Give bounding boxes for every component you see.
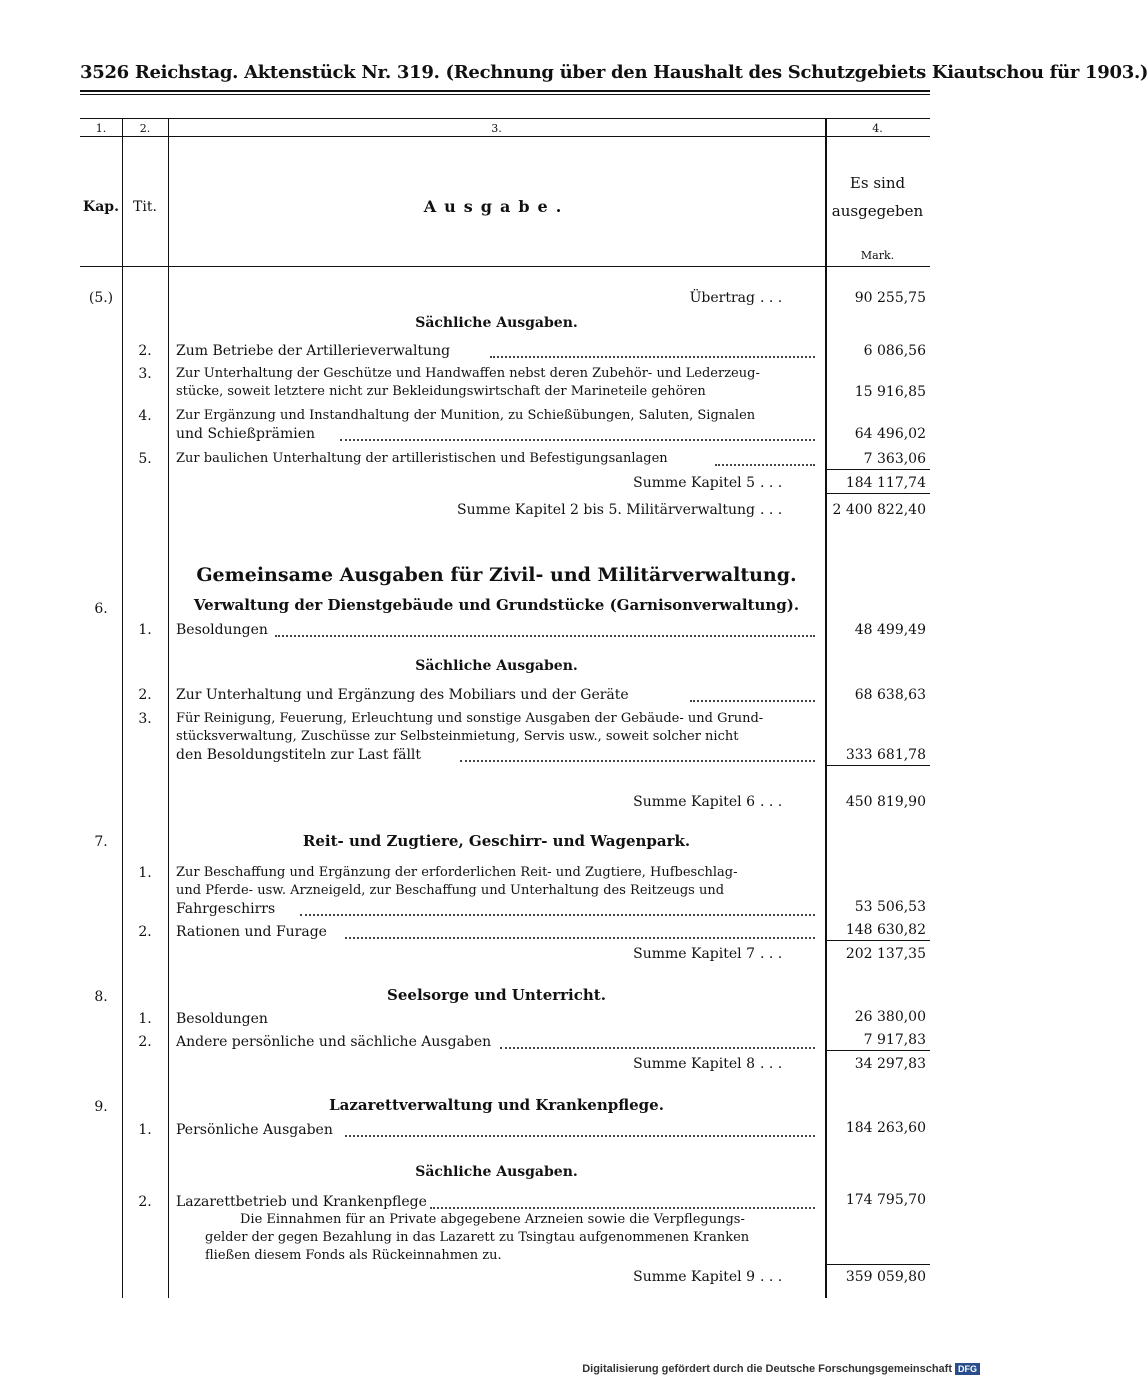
dots: . . . (760, 1269, 783, 1285)
col-tit-heading: Tit. (133, 199, 157, 215)
item-value: 64 496,02 (854, 426, 926, 442)
sum-rule (826, 469, 930, 470)
leader-dots (460, 746, 815, 762)
note-text: fließen diesem Fonds als Rückeinnahmen zu. (205, 1248, 502, 1263)
leader-dots (275, 621, 815, 637)
item-value: 53 506,53 (854, 899, 926, 915)
item-text: Andere persönliche und sächliche Ausgaben (176, 1034, 492, 1050)
col-kap-heading: Kap. (83, 199, 119, 215)
leader-dots (715, 450, 815, 466)
item-text: und Schießprämien (176, 426, 316, 442)
sum-label: Summe Kapitel 5 (633, 475, 755, 491)
sum-value: 184 117,74 (845, 475, 926, 491)
item-value: 174 795,70 (845, 1192, 926, 1208)
item-text: Rationen und Furage (176, 924, 327, 940)
item-text: Zur Ergänzung und Instandhaltung der Munition, zu Schießübungen, Saluten, Signalen (176, 408, 756, 423)
sum-rule (826, 493, 930, 494)
dots: . . . (760, 946, 783, 962)
item-text: Fahrgeschirrs (176, 901, 276, 917)
dots: . . . (760, 794, 783, 810)
tit-number: 2. (138, 343, 152, 359)
tit-number: 2. (138, 924, 152, 940)
sum-label: Summe Kapitel 9 (633, 1269, 755, 1285)
item-text: Lazarettbetrieb und Krankenpflege (176, 1194, 427, 1210)
col-ausgabe-heading: Ausgabe. (423, 197, 570, 216)
section-heading: Verwaltung der Dienstgebäude und Grundstücke (Garnisonverwaltung). (193, 596, 800, 614)
dfg-logo: DFG (955, 1363, 980, 1375)
table-top-rule (80, 118, 930, 119)
sum-rule (826, 940, 930, 941)
item-value: 7 917,83 (863, 1032, 926, 1048)
dots: . . . (760, 1056, 783, 1072)
tit-number: 2. (138, 687, 152, 703)
leader-dots (490, 342, 815, 358)
item-text: Zum Betriebe der Artillerieverwaltung (176, 343, 451, 359)
item-value: 26 380,00 (854, 1009, 926, 1025)
tit-number: 5. (138, 451, 152, 467)
page-header: 3526 Reichstag. Aktenstück Nr. 319. (Rechnung über den Haushalt des Schutzgebiets Kiautschou für 1903.) (80, 62, 1148, 83)
sum-label: Summe Kapitel 6 (633, 794, 755, 810)
tit-number: 3. (138, 711, 152, 727)
colnum-4: 4. (872, 122, 883, 135)
section-heading: Sächliche Ausgaben. (415, 315, 578, 331)
section-heading: Seelsorge und Unterricht. (387, 986, 606, 1004)
header-rule-thin (80, 94, 930, 95)
tit-number: 1. (138, 622, 152, 638)
tit-number: 3. (138, 366, 152, 382)
uebertrag-value: 90 255,75 (854, 290, 926, 306)
section-heading: Lazarettverwaltung und Krankenpflege. (329, 1096, 664, 1114)
item-text: Zur Unterhaltung und Ergänzung des Mobiliars und der Geräte (176, 687, 629, 703)
sum-value: 202 137,35 (845, 946, 926, 962)
tit-number: 1. (138, 1122, 152, 1138)
leader-dots (430, 1193, 815, 1209)
col-divider-3 (825, 118, 827, 1298)
leader-dots (690, 686, 815, 702)
tit-number: 1. (138, 1011, 152, 1027)
item-text: Zur baulichen Unterhaltung der artilleristischen und Befestigungsanlagen (176, 451, 668, 466)
item-value: 68 638,63 (854, 687, 926, 703)
dots: . . . (760, 502, 783, 518)
head-bottom-rule (80, 266, 930, 267)
item-value: 48 499,49 (854, 622, 926, 638)
item-value: 333 681,78 (845, 747, 926, 763)
header-rule (80, 90, 930, 92)
sum-rule (826, 1264, 930, 1265)
kap-6: 6. (94, 601, 108, 617)
col-ausgegeben: ausgegeben (831, 202, 924, 220)
dots: . . . (760, 475, 783, 491)
item-text: Besoldungen (176, 1011, 268, 1027)
item-text: Persönliche Ausgaben (176, 1122, 333, 1138)
colnum-3: 3. (491, 122, 502, 135)
kap-9: 9. (94, 1099, 108, 1115)
main-heading: Gemeinsame Ausgaben für Zivil- und Militärverwaltung. (196, 564, 797, 586)
colnum-2: 2. (139, 122, 151, 135)
item-text: Für Reinigung, Feuerung, Erleuchtung und sonstige Ausgaben der Gebäude- und Grund- (176, 711, 764, 726)
col-mark: Mark. (860, 249, 895, 262)
sum-rule (826, 765, 930, 766)
leader-dots (340, 425, 815, 441)
note-text: gelder der gegen Bezahlung in das Lazarett zu Tsingtau aufgenommenen Kranken (205, 1230, 750, 1245)
sum-value: 450 819,90 (845, 794, 926, 810)
item-text: und Pferde- usw. Arzneigeld, zur Beschaffung und Unterhaltung des Reitzeugs und (176, 883, 725, 898)
sum-label: Summe Kapitel 7 (633, 946, 755, 962)
uebertrag-label: Übertrag (689, 290, 755, 306)
sum-label: Summe Kapitel 8 (633, 1056, 755, 1072)
item-value: 6 086,56 (863, 343, 926, 359)
colnum-1: 1. (95, 122, 107, 135)
tit-number: 4. (138, 408, 152, 424)
sum-label: Summe Kapitel 2 bis 5. Militärverwaltung (457, 502, 755, 518)
tit-number: 2. (138, 1194, 152, 1210)
leader-dots (500, 1033, 815, 1049)
footer-text: Digitalisierung gefördert durch die Deutsche Forschungsgemeinschaft (582, 1363, 952, 1375)
sum-value: 359 059,80 (845, 1269, 926, 1285)
col-es-sind: Es sind (849, 174, 906, 192)
item-value: 7 363,06 (863, 451, 926, 467)
item-text: Besoldungen (176, 622, 268, 638)
section-heading: Sächliche Ausgaben. (415, 658, 578, 674)
item-value: 148 630,82 (845, 922, 926, 938)
item-text: den Besoldungstiteln zur Last fällt (176, 747, 422, 763)
kap-5: (5.) (88, 290, 114, 306)
item-text: stücksverwaltung, Zuschüsse zur Selbsteinmietung, Servis usw., soweit solcher nicht (176, 729, 739, 744)
sum-value: 2 400 822,40 (832, 502, 926, 518)
footer-credit (582, 1363, 980, 1375)
sum-value: 34 297,83 (854, 1056, 926, 1072)
tit-number: 1. (138, 865, 152, 881)
item-text: stücke, soweit letztere nicht zur Bekleidungswirtschaft der Marineteile gehören (176, 384, 706, 399)
tit-number: 2. (138, 1034, 152, 1050)
leader-dots (345, 1121, 815, 1137)
sum-rule (826, 1050, 930, 1051)
item-value: 15 916,85 (854, 384, 926, 400)
item-text: Zur Unterhaltung der Geschütze und Handwaffen nebst deren Zubehör- und Lederzeug- (176, 366, 760, 381)
col-divider-2 (168, 118, 169, 1298)
section-heading: Reit- und Zugtiere, Geschirr- und Wagenpark. (302, 832, 691, 850)
leader-dots (345, 923, 815, 939)
kap-8: 8. (94, 989, 108, 1005)
note-text: Die Einnahmen für an Private abgegebene Arzneien sowie die Verpflegungs- (240, 1212, 745, 1227)
kap-7: 7. (94, 834, 108, 850)
dots: . . . (760, 290, 783, 306)
leader-dots (300, 900, 815, 916)
item-value: 184 263,60 (845, 1120, 926, 1136)
section-heading: Sächliche Ausgaben. (415, 1164, 578, 1180)
item-text: Zur Beschaffung und Ergänzung der erforderlichen Reit- und Zugtiere, Hufbeschlag- (176, 865, 738, 880)
